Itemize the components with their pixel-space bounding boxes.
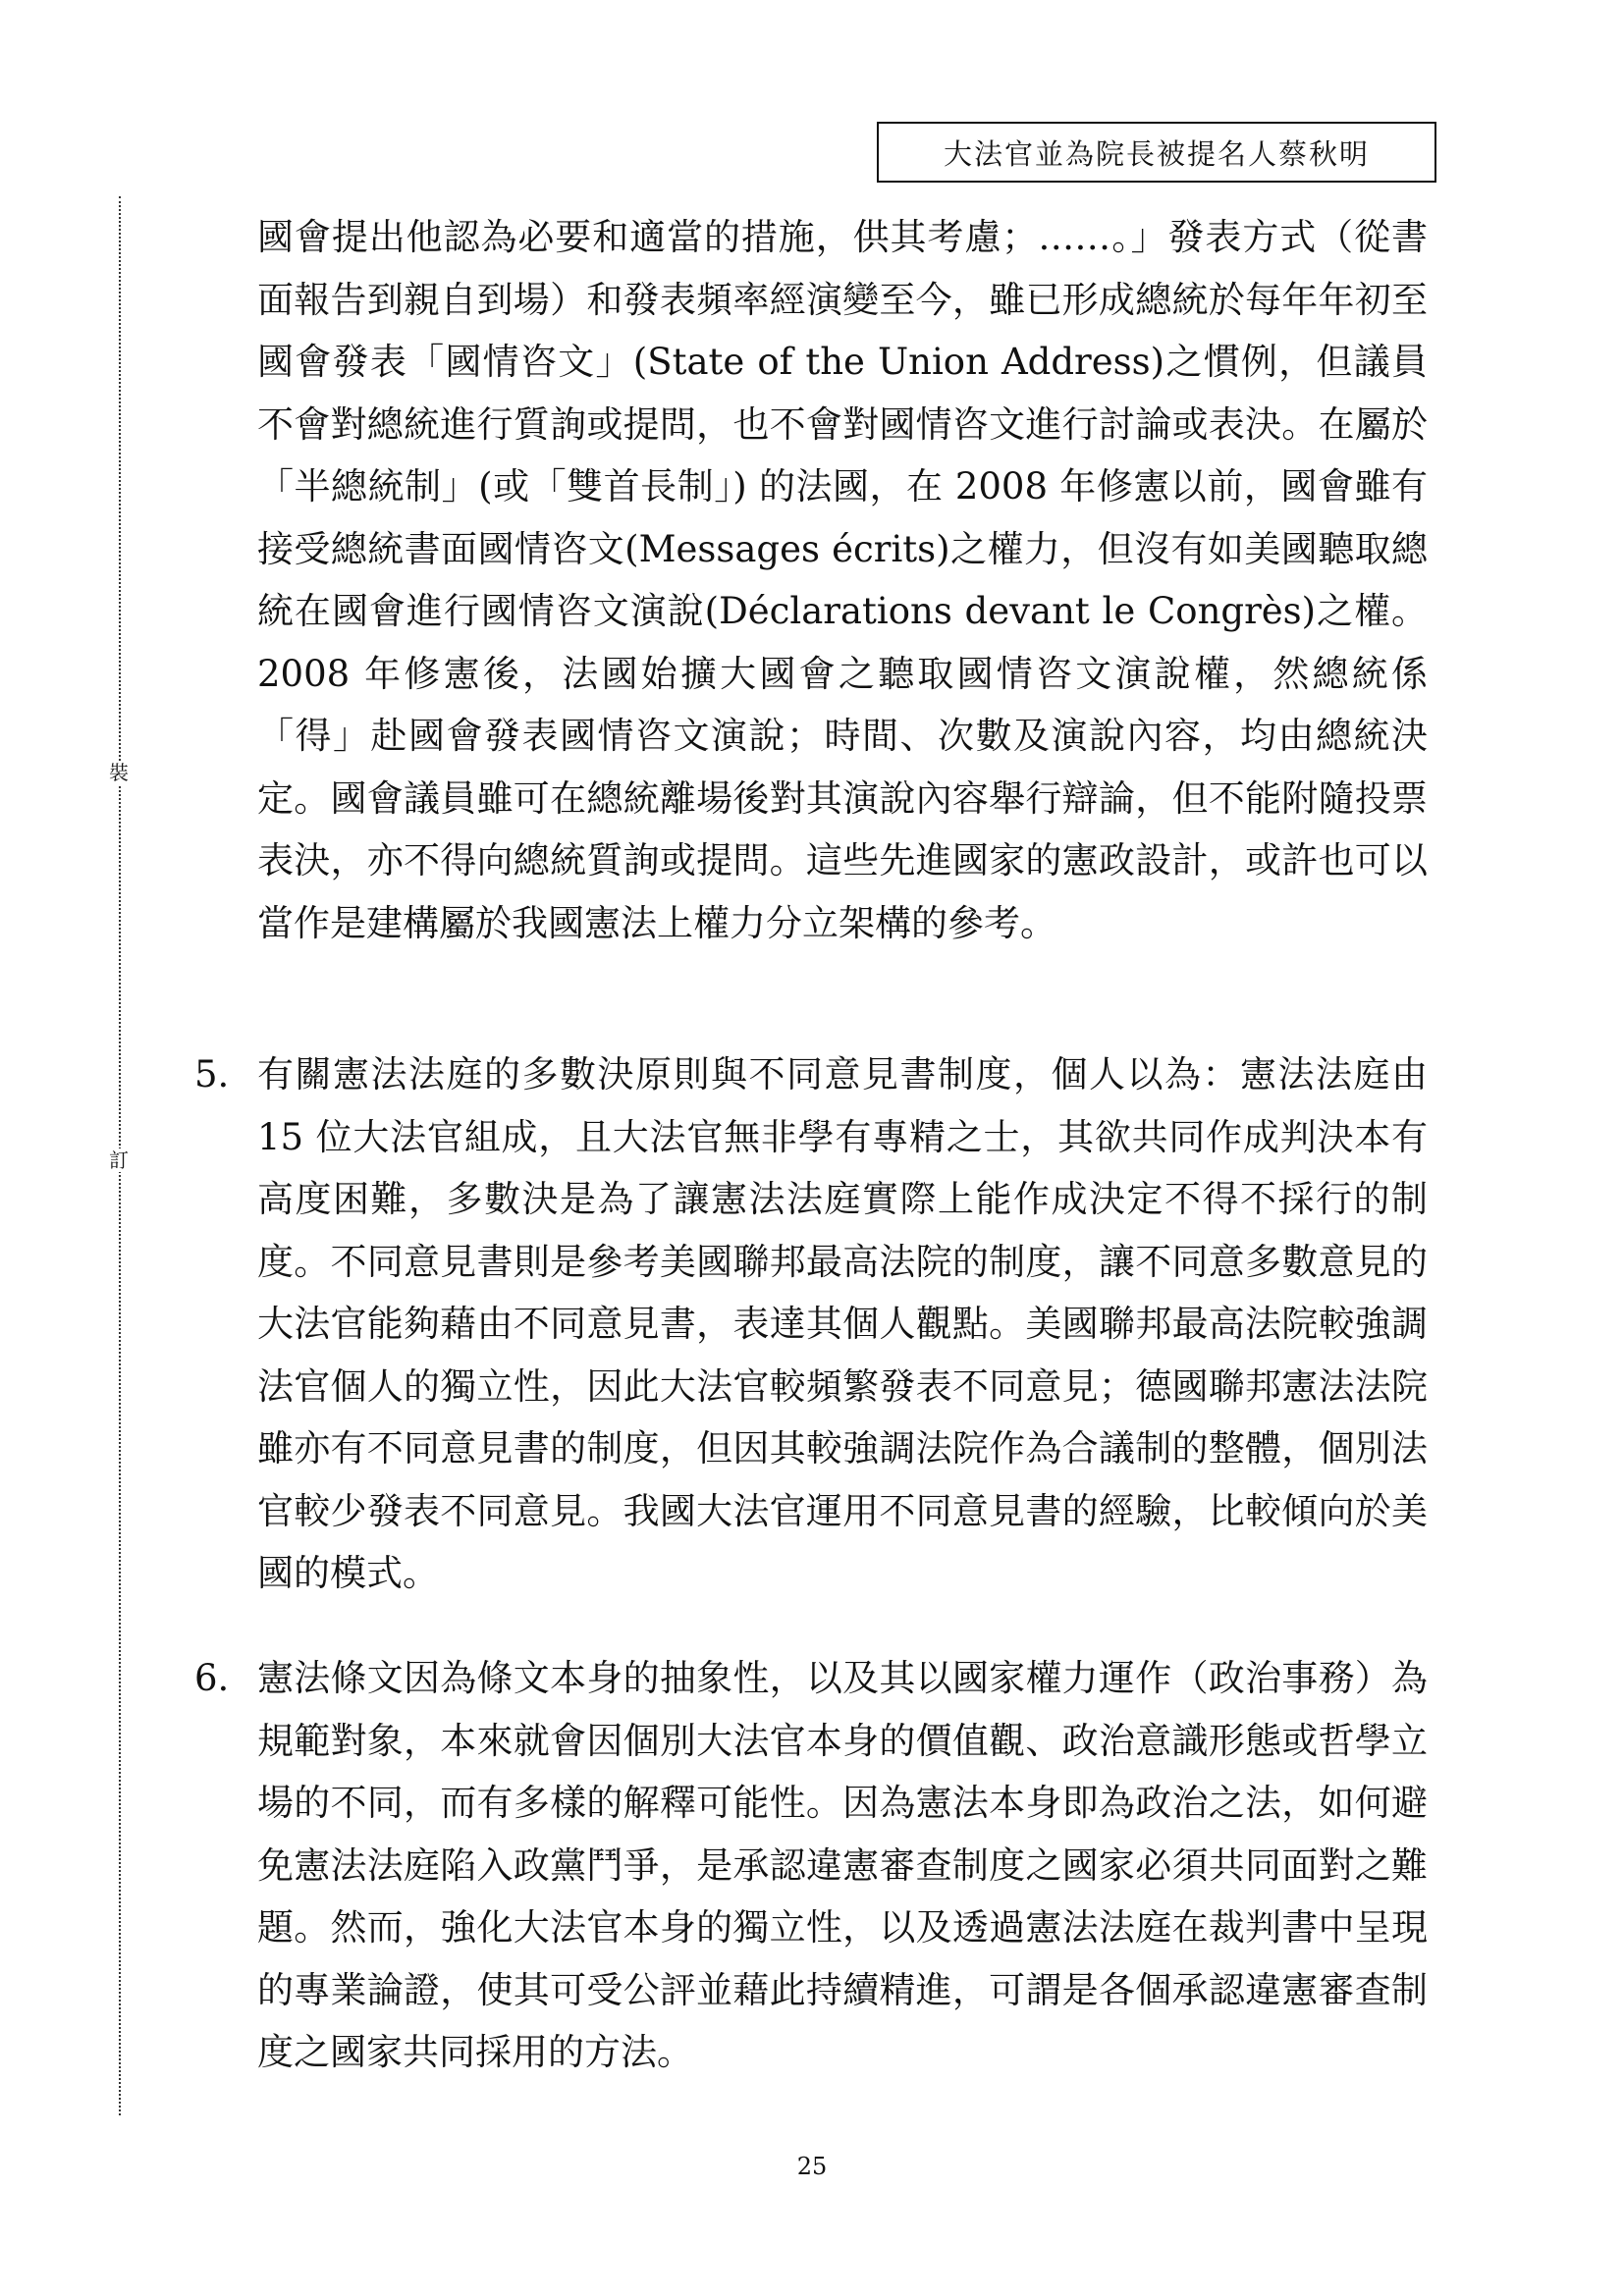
binding-line [109,196,129,2115]
paragraph-continued: 國會提出他認為必要和適當的措施，供其考慮；……。」發表方式（從書面報告到親自到場）和發表頻率經演變至今，雖已形成總統於每年年初至國會發表「國情咨文」(State of the Union Address)之慣例，但議員不會對總統進行質詢或提問，也不會對國情咨文進行討論或表決。在屬於「半總統制」(或「雙首長制」) 的法國，在 2008 年修憲以前，國會雖有接受總統書面國情咨文(Messages écrits)之權力，但沒有如美國聽取總統在國會進行國情咨文演說(Déclarations devant le Congrès)之權。2008 年修憲後，法國始擴大國會之聽取國情咨文演說權，然總統係「得」赴國會發表國情咨文演說；時間、次數及演說內容，均由總統決定。國會議員雖可在總統離場後對其演說內容舉行辯論，但不能附隨投票表決，亦不得向總統質詢或提問。這些先進國家的憲政設計，或許也可以當作是建構屬於我國憲法上權力分立架構的參考。 [257,216,1428,944]
item-number-6: 6. [194,1657,230,1699]
paragraph-item-5: 有關憲法法庭的多數決原則與不同意見書制度，個人以為：憲法法庭由 15 位大法官組成，且大法官無非學有專精之士，其欲共同作成判決本有高度困難，多數決是為了讓憲法法庭實際上能作成決定不得不採行的制度。不同意見書則是參考美國聯邦最高法院的制度，讓不同意多數意見的大法官能夠藉由不同意見書，表達其個人觀點。美國聯邦最高法院較強調法官個人的獨立性，因此大法官較頻繁發表不同意見；德國聯邦憲法法院雖亦有不同意見書的制度，但因其較強調法院作為合議制的整體，個別法官較少發表不同意見。我國大法官運用不同意見書的經驗，比較傾向於美國的模式。 [257,1053,1428,1594]
item-number-5: 5. [194,1053,230,1095]
binding-mark-top: 裝 [109,761,129,784]
page-number: 25 [796,2153,828,2180]
header-title: 大法官並為院長被提名人蔡秋明 [943,136,1370,171]
binding-mark-bottom: 訂 [109,1148,129,1172]
header-title-box [877,122,1436,183]
paragraph-item-6: 憲法條文因為條文本身的抽象性，以及其以國家權力運作（政治事務）為規範對象，本來就會因個別大法官本身的價值觀、政治意識形態或哲學立場的不同，而有多樣的解釋可能性。因為憲法本身即為政治之法，如何避免憲法法庭陷入政黨鬥爭，是承認違憲審查制度之國家必須共同面對之難題。然而，強化大法官本身的獨立性，以及透過憲法法庭在裁判書中呈現的專業論證，使其可受公評並藉此持續精進，可謂是各個承認違憲審查制度之國家共同採用的方法。 [257,1657,1428,2073]
